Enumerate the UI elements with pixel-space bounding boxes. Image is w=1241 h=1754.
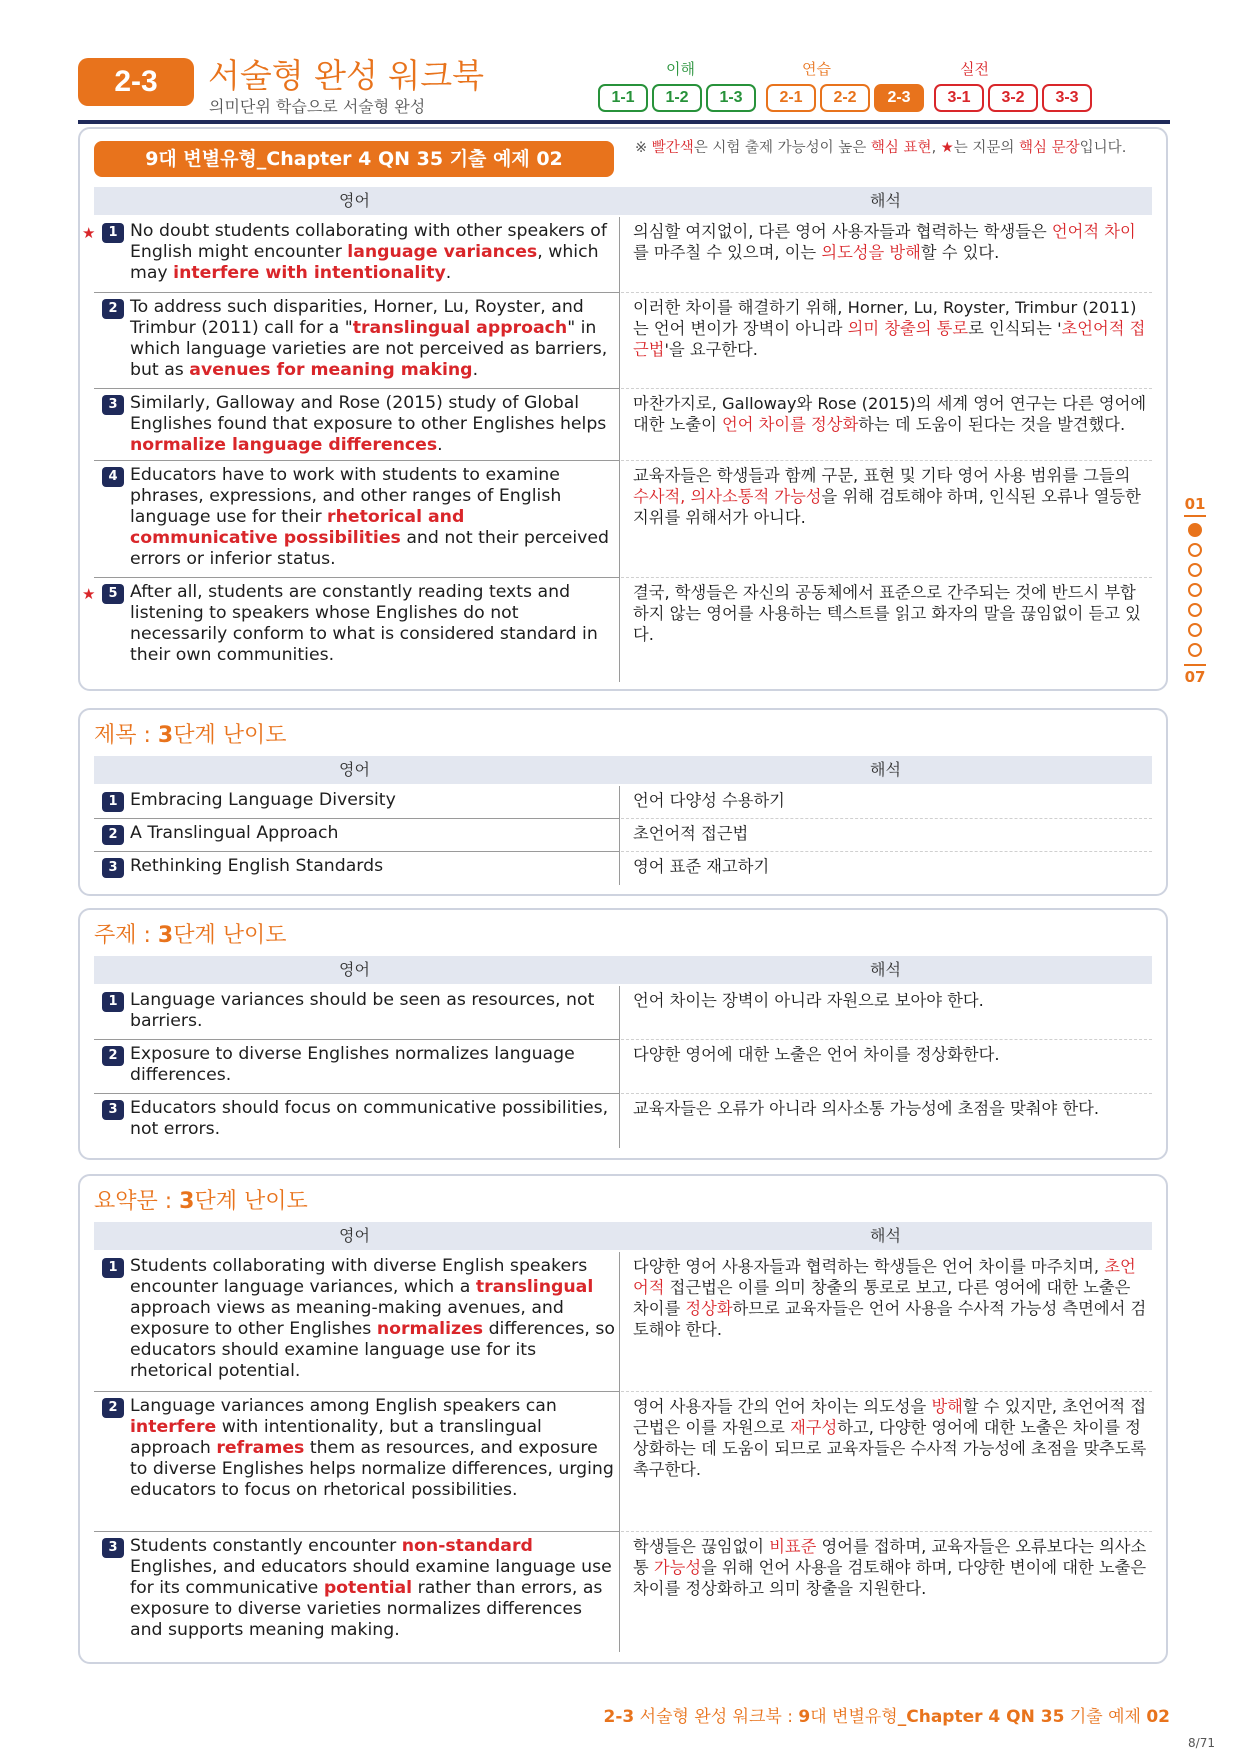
item-number: 2 bbox=[102, 1046, 124, 1066]
section-title-heading: 제목 : 3단계 난이도 bbox=[94, 723, 287, 748]
item-number: 3 bbox=[102, 1538, 124, 1558]
english-title: A Translingual Approach bbox=[130, 823, 339, 843]
stage-label-understand: 이해 bbox=[666, 60, 695, 78]
key-expression: translingual approach bbox=[352, 318, 568, 338]
col-header-translation: 해석 bbox=[870, 1226, 901, 1245]
english-sentence: To address such disparities, Horner, Lu, Royster, and Trimbur (2011) call for a "translingual approach" in which language varieties are not perceived as barriers, but as avenues for meaning making. bbox=[130, 297, 608, 380]
col-header-translation: 해석 bbox=[870, 960, 901, 979]
passage-card bbox=[78, 127, 1168, 691]
step-3-2[interactable]: 3-2 bbox=[988, 84, 1038, 112]
sentence-number: 3 bbox=[102, 395, 124, 415]
summary-table bbox=[94, 1222, 1152, 1654]
section-summary-heading: 요약문 : 3단계 난이도 bbox=[94, 1189, 308, 1214]
sentence-number: 5 bbox=[102, 584, 124, 604]
english-summary: Students constantly encounter non-standard Englishes, and educators should examine language use for its communicative potential rather than errors, as exposure to diverse varieties normalizes differences and supports meaning making. bbox=[130, 1536, 612, 1640]
item-number: 3 bbox=[102, 858, 124, 878]
stage-label-practice: 연습 bbox=[802, 60, 831, 78]
progress-dot[interactable] bbox=[1188, 543, 1202, 557]
korean-translation: 의심할 여지없이, 다른 영어 사용자들과 협력하는 학생들은 언어적 차이를 마주칠 수 있으며, 이는 의도성을 방해할 수 있다. bbox=[633, 222, 1136, 262]
key-expression: 방해 bbox=[931, 1397, 963, 1416]
stage-label-real: 실전 bbox=[960, 60, 989, 78]
table-header bbox=[94, 187, 1152, 215]
table-header bbox=[94, 956, 1152, 984]
side-nav-end: 07 bbox=[1184, 668, 1206, 686]
progress-dot[interactable] bbox=[1188, 563, 1202, 577]
col-header-english: 영어 bbox=[339, 191, 370, 210]
col-header-english: 영어 bbox=[339, 960, 370, 979]
summary-card bbox=[78, 1174, 1168, 1664]
korean-title: 초언어적 접근법 bbox=[633, 824, 749, 843]
key-expression: 언어적 차이 bbox=[1051, 222, 1136, 241]
stage-steps bbox=[598, 84, 1178, 112]
title-card bbox=[78, 708, 1168, 896]
key-expression: 의미 창출의 통로 bbox=[847, 319, 969, 338]
theme-row bbox=[94, 1040, 1152, 1094]
progress-dot[interactable] bbox=[1188, 623, 1202, 637]
key-sentence-star-icon: ★ bbox=[82, 224, 96, 242]
passage-row bbox=[94, 461, 1152, 578]
col-header-translation: 해석 bbox=[870, 191, 901, 210]
item-number: 1 bbox=[102, 792, 124, 812]
english-theme: Exposure to diverse Englishes normalizes language differences. bbox=[130, 1044, 575, 1085]
key-expression: 초언어적 접근법 bbox=[633, 319, 1146, 359]
step-2-3[interactable]: 2-3 bbox=[874, 84, 924, 112]
korean-theme: 언어 차이는 장벽이 아니라 자원으로 보아야 한다. bbox=[633, 991, 984, 1010]
english-sentence: Similarly, Galloway and Rose (2015) study of Global Englishes found that exposure to other Englishes helps normalize language differences. bbox=[130, 393, 607, 455]
step-1-3[interactable]: 1-3 bbox=[706, 84, 756, 112]
step-3-1[interactable]: 3-1 bbox=[934, 84, 984, 112]
item-number: 2 bbox=[102, 825, 124, 845]
korean-theme: 다양한 영어에 대한 노출은 언어 차이를 정상화한다. bbox=[633, 1045, 1000, 1064]
theme-row bbox=[94, 986, 1152, 1040]
english-theme: Language variances should be seen as resources, not barriers. bbox=[130, 990, 595, 1031]
english-title: Rethinking English Standards bbox=[130, 856, 384, 876]
key-expression: language variances bbox=[347, 242, 538, 262]
passage-row bbox=[82, 217, 1152, 293]
section-theme-heading: 주제 : 3단계 난이도 bbox=[94, 923, 287, 948]
korean-title: 영어 표준 재고하기 bbox=[633, 857, 770, 876]
table-header bbox=[94, 1222, 1152, 1250]
key-expression: interfere with intentionality bbox=[173, 263, 446, 283]
side-nav-line bbox=[1184, 515, 1206, 517]
side-progress-nav bbox=[1180, 495, 1220, 695]
item-number: 1 bbox=[102, 1258, 124, 1278]
progress-dot[interactable] bbox=[1188, 583, 1202, 597]
page-number: 8/71 bbox=[1188, 1736, 1215, 1750]
step-2-1[interactable]: 2-1 bbox=[766, 84, 816, 112]
key-expression: potential bbox=[323, 1578, 413, 1598]
key-expression: normalizes bbox=[376, 1319, 484, 1339]
side-nav-line bbox=[1184, 664, 1206, 666]
key-expression: interfere bbox=[130, 1417, 217, 1437]
title-row bbox=[94, 819, 1152, 852]
key-expression: 초언어적 bbox=[633, 1257, 1136, 1297]
workbook-code-badge: 2-3 bbox=[78, 58, 194, 106]
key-expression: avenues for meaning making bbox=[189, 360, 473, 380]
workbook-title: 서술형 완성 워크북 bbox=[208, 56, 485, 95]
legend-note: ※ 빨간색은 시험 출제 가능성이 높은 핵심 표현, ★는 지문의 핵심 문장입니다. bbox=[635, 140, 1127, 156]
header-divider bbox=[78, 120, 1170, 124]
korean-translation: 마찬가지로, Galloway와 Rose (2015)의 세계 영어 연구는 다른 영어에 대한 노출이 언어 차이를 정상화하는 데 도움이 된다는 것을 발견했다. bbox=[633, 394, 1147, 434]
theme-card bbox=[78, 908, 1168, 1160]
sentence-number: 1 bbox=[102, 223, 124, 243]
step-1-2[interactable]: 1-2 bbox=[652, 84, 702, 112]
item-number: 3 bbox=[102, 1100, 124, 1120]
side-nav-start: 01 bbox=[1184, 495, 1206, 513]
korean-translation: 교육자들은 학생들과 함께 구문, 표현 및 기타 영어 사용 범위를 그들의 수사적, 의사소통적 가능성을 위해 검토해야 하며, 인식된 오류나 열등한 지위를 위해서가 아니다. bbox=[633, 466, 1141, 527]
korean-translation: 결국, 학생들은 자신의 공동체에서 표준으로 간주되는 것에 반드시 부합하지 않는 영어를 사용하는 텍스트를 읽고 화자의 말을 끊임없이 듣고 있다. bbox=[633, 583, 1141, 644]
step-3-3[interactable]: 3-3 bbox=[1042, 84, 1092, 112]
title-table bbox=[94, 756, 1152, 886]
sentence-number: 4 bbox=[102, 467, 124, 487]
english-sentence: No doubt students collaborating with other speakers of English might encounter language variances, which may interfere with intentionality. bbox=[130, 221, 607, 283]
english-summary: Students collaborating with diverse English speakers encounter language variances, which a translingual approach views as meaning-making avenues, and exposure to other Englishes normalizes differences, so educators should examine language use for its rhetorical potential. bbox=[130, 1256, 615, 1381]
passage-title: 9대 변별유형_Chapter 4 QN 35 기출 예제 02 bbox=[94, 141, 614, 177]
english-theme: Educators should focus on communicative possibilities, not errors. bbox=[130, 1098, 609, 1139]
summary-row bbox=[94, 1532, 1152, 1652]
table-header bbox=[94, 756, 1152, 784]
step-1-1[interactable]: 1-1 bbox=[598, 84, 648, 112]
progress-dot[interactable] bbox=[1188, 643, 1202, 657]
english-title: Embracing Language Diversity bbox=[130, 790, 396, 810]
key-expression: translingual bbox=[475, 1277, 594, 1297]
sentence-number: 2 bbox=[102, 299, 124, 319]
key-expression: non-standard bbox=[401, 1536, 533, 1556]
english-sentence: After all, students are constantly reading texts and listening to speakers whose Englishes do not necessarily conform to what is considered standard in their own communities. bbox=[130, 582, 598, 665]
workbook-subtitle: 의미단위 학습으로 서술형 완성 bbox=[209, 97, 426, 116]
summary-row bbox=[94, 1252, 1152, 1392]
korean-summary: 다양한 영어 사용자들과 협력하는 학생들은 언어 차이를 마주치며, 초언어적 접근법은 이를 의미 창출의 통로로 보고, 다른 영어에 대한 노출은 차이를 정상화하므로 교육자들은 언어 사용을 수사적 가능성 측면에서 검토해야 한다. bbox=[633, 1257, 1147, 1339]
progress-dot-current[interactable] bbox=[1188, 523, 1202, 537]
passage-row bbox=[94, 293, 1152, 389]
title-row bbox=[94, 786, 1152, 819]
item-number: 1 bbox=[102, 992, 124, 1012]
key-expression: reframes bbox=[216, 1438, 305, 1458]
key-expression: 정상화 bbox=[685, 1299, 733, 1318]
theme-table bbox=[94, 956, 1152, 1150]
english-sentence: Educators have to work with students to examine phrases, expressions, and other ranges of English language use for their rhetorical and communicative possibilities and not their perceived errors or inferior status. bbox=[130, 465, 609, 569]
theme-row bbox=[94, 1094, 1152, 1148]
item-number: 2 bbox=[102, 1398, 124, 1418]
step-2-2[interactable]: 2-2 bbox=[820, 84, 870, 112]
korean-summary: 학생들은 끊임없이 비표준 영어를 접하며, 교육자들은 오류보다는 의사소통 가능성을 위해 언어 사용을 검토해야 하며, 다양한 변이에 대한 노출은 차이를 정상화하고 의미 창출을 지원한다. bbox=[633, 1537, 1147, 1598]
key-expression: 언어 차이를 정상화 bbox=[722, 415, 859, 434]
korean-translation: 이러한 차이를 해결하기 위해, Horner, Lu, Royster, Trimbur (2011)는 언어 변이가 장벽이 아니라 의미 창출의 통로로 인식되는 '초언어적 접근법'을 요구한다. bbox=[633, 298, 1146, 359]
key-expression: 재구성 bbox=[790, 1418, 838, 1437]
passage-row bbox=[82, 578, 1152, 682]
col-header-english: 영어 bbox=[339, 760, 370, 779]
key-expression: 수사적, 의사소통적 가능성 bbox=[633, 487, 822, 506]
key-expression: 비표준 bbox=[769, 1537, 817, 1556]
progress-dot[interactable] bbox=[1188, 603, 1202, 617]
key-expression: normalize language differences bbox=[130, 435, 438, 455]
col-header-english: 영어 bbox=[339, 1226, 370, 1245]
key-expression: 의도성을 방해 bbox=[821, 243, 921, 262]
korean-title: 언어 다양성 수용하기 bbox=[633, 791, 785, 810]
key-expression: rhetorical and communicative possibilities bbox=[130, 507, 465, 548]
english-summary: Language variances among English speakers can interfere with intentionality, but a translingual approach reframes them as resources, and exposure to diverse Englishes helps normalize differences, urging educators to focus on rhetorical possibilities. bbox=[130, 1396, 614, 1500]
key-expression: 가능성 bbox=[653, 1558, 702, 1577]
passage-row bbox=[94, 389, 1152, 461]
passage-table bbox=[82, 187, 1152, 682]
korean-theme: 교육자들은 오류가 아니라 의사소통 가능성에 초점을 맞춰야 한다. bbox=[633, 1099, 1100, 1118]
page-footer: 2-3 서술형 완성 워크북 : 9대 변별유형_Chapter 4 QN 35 기출 예제 02 bbox=[603, 1707, 1170, 1727]
page-header bbox=[78, 52, 1170, 126]
korean-summary: 영어 사용자들 간의 언어 차이는 의도성을 방해할 수 있지만, 초언어적 접근법은 이를 자원으로 재구성하고, 다양한 영어에 대한 노출은 차이를 정상화하는 데 도움이 되므로 교육자들은 수사적 가능성에 초점을 맞추도록 촉구한다. bbox=[633, 1397, 1147, 1479]
col-header-translation: 해석 bbox=[870, 760, 901, 779]
summary-row bbox=[94, 1392, 1152, 1532]
key-sentence-star-icon: ★ bbox=[82, 585, 96, 603]
title-row bbox=[94, 852, 1152, 885]
